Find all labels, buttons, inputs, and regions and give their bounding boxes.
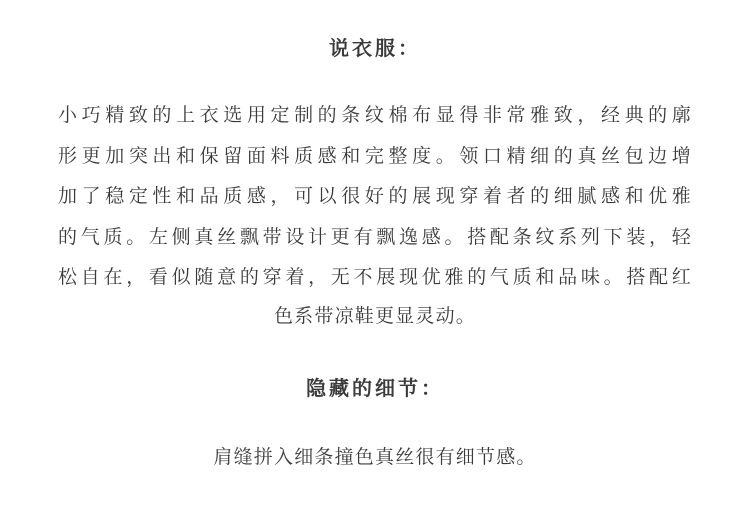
section-title-hidden-details: 隐藏的细节：: [306, 376, 444, 400]
section-title-clothing: 说衣服：: [329, 36, 421, 60]
description-line: 色系带凉鞋更显灵动。: [273, 305, 476, 327]
description-line: 松自在，看似随意的穿着，无不展现优雅的气质和品味。搭配红: [58, 266, 692, 288]
detail-text: 肩缝拼入细条撞色真丝很有细节感。: [213, 446, 537, 468]
description-line: 的气质。左侧真丝飘带设计更有飘逸感。搭配条纹系列下装，轻: [58, 226, 692, 248]
description-line: 小巧精致的上衣选用定制的条纹棉布显得非常雅致，经典的廓: [58, 104, 692, 126]
description-line: 加了稳定性和品质感，可以很好的展现穿着者的细腻感和优雅: [58, 185, 692, 207]
description-line: 形更加突出和保留面料质感和完整度。领口精细的真丝包边增: [58, 145, 692, 167]
